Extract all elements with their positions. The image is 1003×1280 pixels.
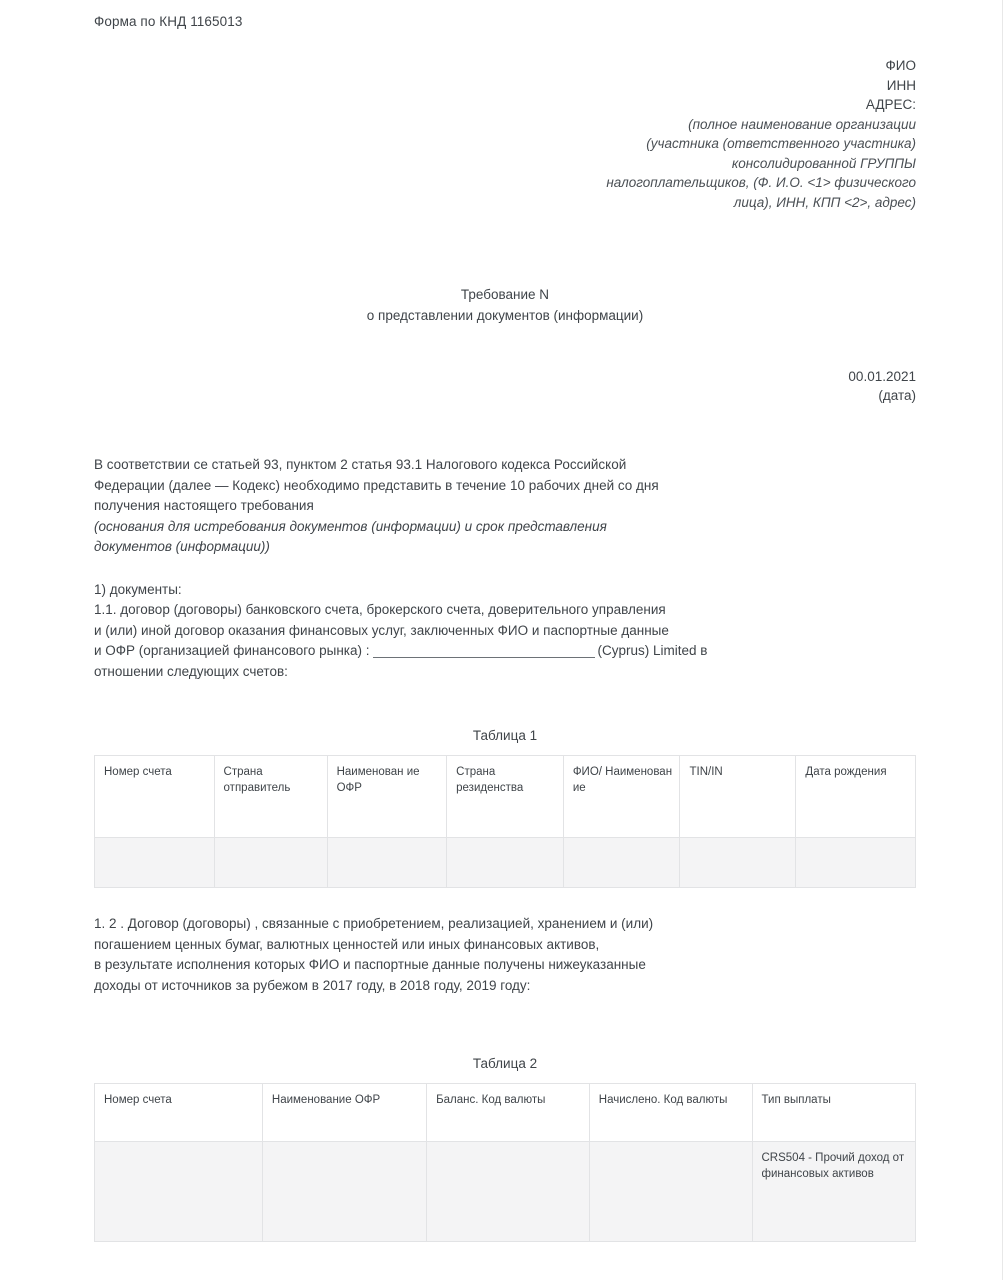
- table-row: [95, 838, 916, 888]
- table-1-caption: Таблица 1: [472, 728, 538, 743]
- intro-line-1: В соответствии се статьей 93, пунктом 2 статья 93.1 Налогового кодекса Российской: [94, 457, 627, 472]
- addressee-note-line-2: (участника (ответственного участника): [646, 136, 916, 151]
- table-1-header-residence-country: Страна резиденства: [447, 756, 564, 838]
- document-title: [94, 284, 916, 326]
- table-2-cell-payment-type[interactable]: CRS504 - Прочий доход от финансовых активов: [752, 1142, 916, 1242]
- table-2-cell-accrued-currency[interactable]: [589, 1142, 752, 1242]
- table-1-cell-birth-date[interactable]: [796, 838, 916, 888]
- table-2-cell-balance-currency[interactable]: [427, 1142, 590, 1242]
- addressee-inn: ИНН: [886, 77, 916, 93]
- table-1-header-fio-name: ФИО/ Наименован ие: [563, 756, 680, 838]
- document-date-value: 00.01.2021: [848, 369, 916, 384]
- item-1-1-line-4: отношении следующих счетов:: [94, 663, 288, 679]
- intro-paragraph: [94, 455, 916, 558]
- table-2-caption: Таблица 2: [472, 1056, 538, 1071]
- table-1-cell-sender-country[interactable]: [214, 838, 327, 888]
- document-date-caption: (дата): [878, 388, 916, 403]
- addressee-note-line-4: налогоплательщиков, (Ф. И.О. <1> физического: [606, 175, 916, 190]
- intro-italic-line-2: документов (информации)): [94, 539, 270, 554]
- item-1-1-line-3-before: и ОФР (организацией финансового рынка) :: [94, 643, 370, 658]
- item-1-2-line-2: погашением ценных бумаг, валютных ценностей или иных финансовых активов,: [94, 936, 600, 952]
- table-1-cell-account-number[interactable]: [95, 838, 215, 888]
- table-1-header-tin: TIN/IN: [680, 756, 796, 838]
- table-2-cell-account-number[interactable]: [95, 1142, 263, 1242]
- table-row: [95, 1142, 916, 1242]
- item-1-2-line-4: доходы от источников за рубежом в 2017 году, в 2018 году, 2019 году:: [94, 977, 531, 993]
- form-code: Форма по КНД 1165013: [94, 14, 243, 29]
- table-2-header-accrued-currency: Начислено. Код валюты: [589, 1084, 752, 1142]
- table-1-cell-tin[interactable]: [680, 838, 796, 888]
- fill-in-blank-ofr[interactable]: [373, 657, 595, 658]
- table-2-header-row: [95, 1084, 916, 1142]
- table-1-cell-ofr-name[interactable]: [327, 838, 447, 888]
- item-1-1-line-1: 1.1. договор (договоры) банковского счета, брокерского счета, доверительного управления: [94, 602, 666, 617]
- document-title-line-2: о представлении документов (информации): [366, 308, 644, 323]
- item-1-1-line-3: [94, 641, 916, 662]
- table-2: [94, 1083, 916, 1242]
- document-content: [94, 0, 916, 1242]
- intro-italic-line-1: (основания для истребования документов (информации) и срок представления: [94, 518, 607, 534]
- addressee-note-line-5: лица), ИНН, КПП <2>, адрес): [733, 194, 916, 210]
- addressee-address: АДРЕС:: [865, 97, 916, 112]
- intro-line-3: получения настоящего требования: [94, 498, 314, 513]
- table-1-header-row: [95, 756, 916, 838]
- table-1-cell-residence-country[interactable]: [447, 838, 564, 888]
- addressee-fio: ФИО: [885, 58, 916, 73]
- item-1-2-paragraph: [94, 914, 916, 996]
- intro-line-2: Федерации (далее — Кодекс) необходимо представить в течение 10 рабочих дней со дня: [94, 477, 659, 493]
- document-title-line-1: Требование N: [460, 287, 550, 302]
- table-2-header-ofr-name: Наименование ОФР: [262, 1084, 426, 1142]
- item-1-heading: 1) документы:: [94, 581, 182, 597]
- addressee-note-line-3: консолидированной ГРУППЫ: [731, 155, 916, 171]
- table-2-header-balance-currency: Баланс. Код валюты: [427, 1084, 590, 1142]
- table-2-header-payment-type: Тип выплаты: [752, 1084, 916, 1142]
- table-1-header-birth-date: Дата рождения: [796, 756, 916, 838]
- document-date-block: [94, 367, 916, 405]
- table-2-cell-ofr-name[interactable]: [262, 1142, 426, 1242]
- item-1-paragraph: [94, 580, 916, 683]
- item-1-2-line-3: в результате исполнения которых ФИО и паспортные данные получены нижеуказанные: [94, 957, 646, 972]
- addressee-note-line-1: (полное наименование организации: [688, 116, 916, 132]
- table-1-header-account-number: Номер счета: [95, 756, 215, 838]
- table-1-cell-fio-name[interactable]: [563, 838, 680, 888]
- table-2-header-account-number: Номер счета: [95, 1084, 263, 1142]
- item-1-2-line-1: 1. 2 . Договор (договоры) , связанные с приобретением, реализацией, хранением и (или): [94, 916, 654, 931]
- table-1-header-ofr-name: Наименован ие ОФР: [327, 756, 447, 838]
- addressee-block: [94, 56, 916, 212]
- item-1-1-line-2: и (или) иной договор оказания финансовых услуг, заключенных ФИО и паспортные данные: [94, 622, 669, 638]
- item-1-1-line-3-after: (Cyprus) Limited в: [597, 643, 708, 658]
- table-1: [94, 755, 916, 888]
- table-1-header-sender-country: Страна отправитель: [214, 756, 327, 838]
